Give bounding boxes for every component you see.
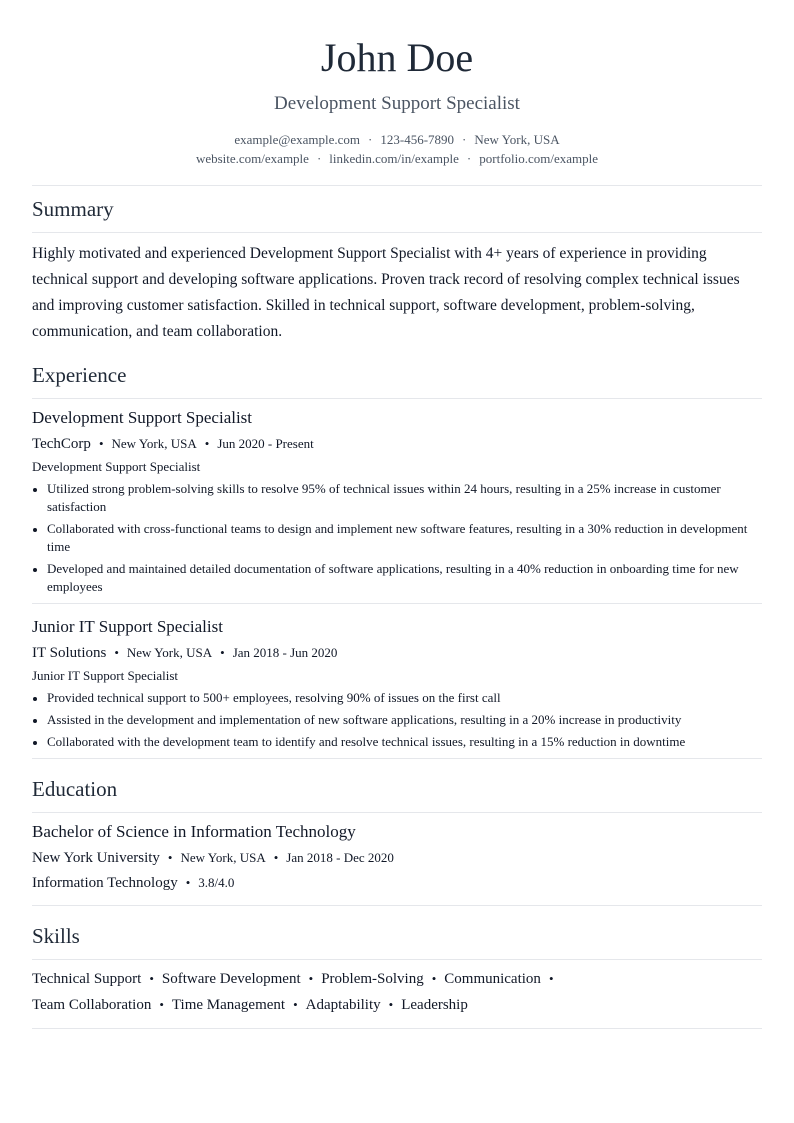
job-bullet: Provided technical support to 500+ employees, resolving 90% of issues on the first call: [32, 689, 762, 707]
contact-separator: ·: [368, 132, 373, 147]
contact-separator: ·: [466, 151, 472, 166]
divider: [32, 232, 762, 233]
meta-separator: •: [204, 436, 210, 451]
education-school: New York University: [32, 850, 160, 866]
skill-separator: •: [388, 997, 394, 1012]
meta-separator: •: [114, 645, 119, 660]
divider: [32, 603, 762, 604]
candidate-title: Development Support Specialist: [274, 93, 520, 114]
skill-item: Time Management: [171, 997, 286, 1013]
skill-item: Problem-Solving: [321, 971, 424, 987]
job-title: Development Support Specialist: [32, 408, 253, 427]
job-entry: [32, 407, 762, 596]
resume-page: [32, 0, 762, 1029]
divider: [32, 959, 762, 960]
skill-separator: •: [431, 971, 437, 986]
meta-separator: •: [185, 875, 191, 890]
contact-line-1: [32, 130, 762, 149]
education-field-row: [32, 872, 762, 894]
skill-item: Adaptability: [305, 997, 381, 1013]
resume-header: [32, 0, 762, 168]
job-meta: [32, 642, 762, 664]
contact-email[interactable]: example@example.com: [234, 132, 361, 147]
job-location: New York, USA: [111, 436, 197, 451]
contact-website[interactable]: website.com/example: [195, 151, 309, 166]
skills-line-2: [32, 992, 762, 1018]
job-bullets: [32, 480, 762, 596]
skill-separator: •: [548, 971, 554, 986]
skill-item: Communication: [444, 971, 541, 987]
skill-separator: •: [293, 997, 298, 1012]
job-bullet: Collaborated with cross-functional teams to design and implement new software features, resulting in a 30% reduction in development time: [32, 520, 762, 556]
skill-item: Leadership: [401, 997, 468, 1013]
contact-linkedin[interactable]: linkedin.com/in/example: [329, 151, 459, 166]
job-location: New York, USA: [126, 645, 213, 660]
job-company: IT Solutions: [32, 645, 107, 661]
skills-heading: Skills: [32, 924, 80, 948]
divider: [32, 398, 762, 399]
job-bullet: Collaborated with the development team to identify and resolve technical issues, resulting in a 15% reduction in downtime: [32, 733, 762, 751]
education-gpa: 3.8/4.0: [198, 875, 235, 890]
candidate-name: John Doe: [320, 35, 474, 80]
contact-separator: ·: [316, 151, 322, 166]
job-company: TechCorp: [32, 436, 91, 452]
education-heading: Education: [32, 777, 118, 801]
job-role: Development Support Specialist: [32, 459, 201, 474]
contact-phone[interactable]: 123-456-7890: [380, 132, 455, 147]
job-dates: Jun 2020 - Present: [217, 436, 314, 451]
skills-list: [32, 966, 762, 1018]
meta-separator: •: [98, 436, 104, 451]
education-location: New York, USA: [180, 850, 266, 865]
skill-item: Software Development: [161, 971, 301, 987]
job-meta: [32, 433, 762, 455]
job-title: Junior IT Support Specialist: [32, 617, 223, 636]
job-bullet: Developed and maintained detailed documentation of software applications, resulting in a 40% reduction in onboarding time for new employees: [32, 560, 762, 596]
skill-separator: •: [159, 997, 164, 1012]
summary-heading: Summary: [32, 197, 114, 221]
meta-separator: •: [167, 850, 173, 865]
contact-location: New York, USA: [474, 132, 560, 147]
divider: [32, 812, 762, 813]
contact-separator: ·: [462, 132, 467, 147]
skill-separator: •: [308, 971, 314, 986]
experience-heading: Experience: [32, 363, 127, 387]
job-bullet: Assisted in the development and implementation of new software applications, resulting in a 20% increase in productivity: [32, 711, 762, 729]
skill-item: Team Collaboration: [32, 997, 152, 1013]
job-entry: [32, 616, 762, 751]
education-degree: Bachelor of Science in Information Technology: [32, 822, 356, 841]
education-field: Information Technology: [32, 875, 178, 891]
meta-separator: •: [273, 850, 279, 865]
skill-separator: •: [149, 971, 154, 986]
education-meta: [32, 847, 762, 869]
skill-item: Technical Support: [32, 971, 142, 987]
divider: [32, 758, 762, 759]
job-bullets: [32, 689, 762, 751]
meta-separator: •: [220, 645, 225, 660]
job-role: Junior IT Support Specialist: [32, 668, 179, 683]
job-bullet: Utilized strong problem-solving skills to resolve 95% of technical issues within 24 hours, resulting in a 25% increase in customer satisfaction: [32, 480, 762, 516]
divider: [32, 905, 762, 906]
skills-line-1: [32, 966, 762, 992]
job-dates: Jan 2018 - Jun 2020: [232, 645, 338, 660]
divider: [32, 185, 762, 186]
divider: [32, 1028, 762, 1029]
contact-portfolio[interactable]: portfolio.com/example: [479, 151, 599, 166]
education-entry: [32, 821, 762, 894]
summary-text: Highly motivated and experienced Development Support Specialist with 4+ years of experience in providing technical support and developing software applications. Proven track record of resolving complex technical issues and improving customer satisfaction. Skilled in technical support, software development, problem-solving, communication, and team collaboration.: [32, 245, 740, 340]
contact-line-2: [32, 149, 762, 168]
education-dates: Jan 2018 - Dec 2020: [286, 850, 394, 865]
